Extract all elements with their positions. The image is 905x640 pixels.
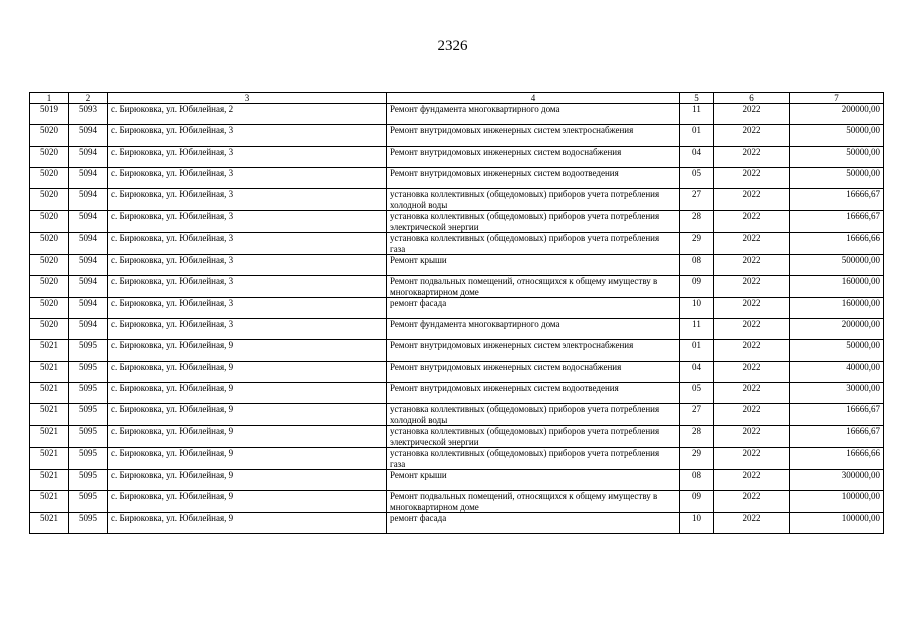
house-code-cell: 5095 [69, 362, 108, 383]
amount-cell: 16666,67 [790, 404, 884, 426]
house-code-cell: 5095 [69, 426, 108, 448]
record-number-cell: 5021 [30, 340, 69, 362]
address-cell: с. Бирюковка, ул. Юбилейная, 9 [108, 404, 387, 426]
column-header: 7 [790, 93, 884, 104]
table-row [30, 426, 884, 448]
work-code-cell: 11 [680, 104, 714, 125]
work-type-cell: Ремонт внутридомовых инженерных систем водоотведения [387, 383, 680, 404]
year-cell: 2022 [714, 211, 790, 233]
work-type-cell: Ремонт внутридомовых инженерных систем водоснабжения [387, 147, 680, 168]
house-code-cell: 5095 [69, 513, 108, 534]
year-cell: 2022 [714, 276, 790, 298]
table-row [30, 255, 884, 276]
amount-cell: 16666,66 [790, 233, 884, 255]
year-cell: 2022 [714, 233, 790, 255]
record-number-cell: 5020 [30, 211, 69, 233]
record-number-cell: 5020 [30, 147, 69, 168]
year-cell: 2022 [714, 404, 790, 426]
column-header: 4 [387, 93, 680, 104]
address-cell: с. Бирюковка, ул. Юбилейная, 3 [108, 233, 387, 255]
house-code-cell: 5095 [69, 404, 108, 426]
year-cell: 2022 [714, 319, 790, 340]
table-row [30, 491, 884, 513]
work-code-cell: 04 [680, 362, 714, 383]
address-cell: с. Бирюковка, ул. Юбилейная, 9 [108, 470, 387, 491]
table-row [30, 362, 884, 383]
amount-cell: 160000,00 [790, 298, 884, 319]
work-type-cell: установка коллективных (общедомовых) приборов учета потребления газа [387, 233, 680, 255]
work-type-cell: Ремонт фундамента многоквартирного дома [387, 104, 680, 125]
year-cell: 2022 [714, 340, 790, 362]
year-cell: 2022 [714, 448, 790, 470]
table-row [30, 276, 884, 298]
house-code-cell: 5095 [69, 448, 108, 470]
house-code-cell: 5095 [69, 491, 108, 513]
address-cell: с. Бирюковка, ул. Юбилейная, 3 [108, 125, 387, 147]
work-type-cell: установка коллективных (общедомовых) приборов учета потребления холодной воды [387, 189, 680, 211]
year-cell: 2022 [714, 491, 790, 513]
year-cell: 2022 [714, 362, 790, 383]
address-cell: с. Бирюковка, ул. Юбилейная, 2 [108, 104, 387, 125]
year-cell: 2022 [714, 147, 790, 168]
page-number: 2326 [437, 38, 468, 54]
header-row [30, 93, 884, 104]
record-number-cell: 5020 [30, 276, 69, 298]
work-code-cell: 05 [680, 168, 714, 189]
house-code-cell: 5094 [69, 233, 108, 255]
record-number-cell: 5021 [30, 470, 69, 491]
house-code-cell: 5094 [69, 255, 108, 276]
amount-cell: 500000,00 [790, 255, 884, 276]
record-number-cell: 5020 [30, 189, 69, 211]
house-code-cell: 5094 [69, 147, 108, 168]
work-code-cell: 27 [680, 189, 714, 211]
work-code-cell: 29 [680, 233, 714, 255]
record-number-cell: 5021 [30, 383, 69, 404]
table-row [30, 104, 884, 125]
work-type-cell: ремонт фасада [387, 298, 680, 319]
work-code-cell: 08 [680, 255, 714, 276]
table-row [30, 340, 884, 362]
house-code-cell: 5094 [69, 298, 108, 319]
column-header: 1 [30, 93, 69, 104]
address-cell: с. Бирюковка, ул. Юбилейная, 9 [108, 491, 387, 513]
column-header: 6 [714, 93, 790, 104]
amount-cell: 200000,00 [790, 104, 884, 125]
house-code-cell: 5094 [69, 276, 108, 298]
table-row [30, 404, 884, 426]
house-code-cell: 5094 [69, 125, 108, 147]
amount-cell: 50000,00 [790, 147, 884, 168]
work-code-cell: 01 [680, 125, 714, 147]
amount-cell: 300000,00 [790, 470, 884, 491]
table-row [30, 189, 884, 211]
house-code-cell: 5095 [69, 383, 108, 404]
amount-cell: 40000,00 [790, 362, 884, 383]
amount-cell: 50000,00 [790, 125, 884, 147]
table-row [30, 513, 884, 534]
year-cell: 2022 [714, 168, 790, 189]
work-code-cell: 29 [680, 448, 714, 470]
record-number-cell: 5019 [30, 104, 69, 125]
work-code-cell: 05 [680, 383, 714, 404]
year-cell: 2022 [714, 426, 790, 448]
record-number-cell: 5020 [30, 168, 69, 189]
table-row [30, 211, 884, 233]
work-code-cell: 28 [680, 426, 714, 448]
address-cell: с. Бирюковка, ул. Юбилейная, 3 [108, 147, 387, 168]
house-code-cell: 5094 [69, 211, 108, 233]
record-number-cell: 5021 [30, 426, 69, 448]
amount-cell: 50000,00 [790, 340, 884, 362]
work-code-cell: 01 [680, 340, 714, 362]
work-type-cell: Ремонт подвальных помещений, относящихся к общему имуществу в многоквартирном доме [387, 491, 680, 513]
amount-cell: 160000,00 [790, 276, 884, 298]
work-type-cell: Ремонт внутридомовых инженерных систем водоотведения [387, 168, 680, 189]
work-type-cell: ремонт фасада [387, 513, 680, 534]
record-number-cell: 5020 [30, 298, 69, 319]
address-cell: с. Бирюковка, ул. Юбилейная, 3 [108, 211, 387, 233]
record-number-cell: 5021 [30, 362, 69, 383]
address-cell: с. Бирюковка, ул. Юбилейная, 9 [108, 513, 387, 534]
work-code-cell: 04 [680, 147, 714, 168]
work-type-cell: Ремонт внутридомовых инженерных систем электроснабжения [387, 125, 680, 147]
work-code-cell: 08 [680, 470, 714, 491]
house-code-cell: 5094 [69, 319, 108, 340]
work-type-cell: Ремонт крыши [387, 470, 680, 491]
table-row [30, 319, 884, 340]
amount-cell: 100000,00 [790, 491, 884, 513]
amount-cell: 16666,67 [790, 211, 884, 233]
address-cell: с. Бирюковка, ул. Юбилейная, 9 [108, 383, 387, 404]
address-cell: с. Бирюковка, ул. Юбилейная, 9 [108, 448, 387, 470]
address-cell: с. Бирюковка, ул. Юбилейная, 3 [108, 298, 387, 319]
work-type-cell: Ремонт фундамента многоквартирного дома [387, 319, 680, 340]
work-code-cell: 09 [680, 491, 714, 513]
column-header: 2 [69, 93, 108, 104]
record-number-cell: 5020 [30, 125, 69, 147]
work-type-cell: Ремонт крыши [387, 255, 680, 276]
amount-cell: 30000,00 [790, 383, 884, 404]
column-header: 3 [108, 93, 387, 104]
year-cell: 2022 [714, 513, 790, 534]
record-number-cell: 5021 [30, 404, 69, 426]
table-row [30, 383, 884, 404]
work-type-cell: Ремонт внутридомовых инженерных систем водоснабжения [387, 362, 680, 383]
work-code-cell: 11 [680, 319, 714, 340]
address-cell: с. Бирюковка, ул. Юбилейная, 9 [108, 362, 387, 383]
column-header: 5 [680, 93, 714, 104]
work-code-cell: 09 [680, 276, 714, 298]
record-number-cell: 5020 [30, 319, 69, 340]
record-number-cell: 5021 [30, 513, 69, 534]
amount-cell: 16666,66 [790, 448, 884, 470]
address-cell: с. Бирюковка, ул. Юбилейная, 3 [108, 255, 387, 276]
amount-cell: 200000,00 [790, 319, 884, 340]
work-type-cell: установка коллективных (общедомовых) приборов учета потребления электрической энергии [387, 211, 680, 233]
year-cell: 2022 [714, 255, 790, 276]
amount-cell: 100000,00 [790, 513, 884, 534]
year-cell: 2022 [714, 104, 790, 125]
work-code-cell: 10 [680, 513, 714, 534]
table-row [30, 168, 884, 189]
amount-cell: 50000,00 [790, 168, 884, 189]
amount-cell: 16666,67 [790, 189, 884, 211]
record-number-cell: 5020 [30, 233, 69, 255]
house-code-cell: 5094 [69, 168, 108, 189]
address-cell: с. Бирюковка, ул. Юбилейная, 3 [108, 189, 387, 211]
work-type-cell: установка коллективных (общедомовых) приборов учета потребления газа [387, 448, 680, 470]
table-row [30, 470, 884, 491]
address-cell: с. Бирюковка, ул. Юбилейная, 3 [108, 276, 387, 298]
work-code-cell: 27 [680, 404, 714, 426]
work-type-cell: Ремонт подвальных помещений, относящихся к общему имуществу в многоквартирном доме [387, 276, 680, 298]
record-number-cell: 5020 [30, 255, 69, 276]
record-number-cell: 5021 [30, 491, 69, 513]
house-code-cell: 5095 [69, 340, 108, 362]
year-cell: 2022 [714, 189, 790, 211]
year-cell: 2022 [714, 383, 790, 404]
house-code-cell: 5095 [69, 470, 108, 491]
work-type-cell: Ремонт внутридомовых инженерных систем электроснабжения [387, 340, 680, 362]
work-type-cell: установка коллективных (общедомовых) приборов учета потребления электрической энергии [387, 426, 680, 448]
address-cell: с. Бирюковка, ул. Юбилейная, 3 [108, 168, 387, 189]
house-code-cell: 5093 [69, 104, 108, 125]
address-cell: с. Бирюковка, ул. Юбилейная, 3 [108, 319, 387, 340]
record-number-cell: 5021 [30, 448, 69, 470]
year-cell: 2022 [714, 470, 790, 491]
works-table [29, 92, 884, 534]
work-type-cell: установка коллективных (общедомовых) приборов учета потребления холодной воды [387, 404, 680, 426]
table-row [30, 298, 884, 319]
work-code-cell: 28 [680, 211, 714, 233]
year-cell: 2022 [714, 125, 790, 147]
house-code-cell: 5094 [69, 189, 108, 211]
work-code-cell: 10 [680, 298, 714, 319]
amount-cell: 16666,67 [790, 426, 884, 448]
table-row [30, 147, 884, 168]
year-cell: 2022 [714, 298, 790, 319]
address-cell: с. Бирюковка, ул. Юбилейная, 9 [108, 340, 387, 362]
address-cell: с. Бирюковка, ул. Юбилейная, 9 [108, 426, 387, 448]
table-row [30, 125, 884, 147]
table-row [30, 448, 884, 470]
table-row [30, 233, 884, 255]
